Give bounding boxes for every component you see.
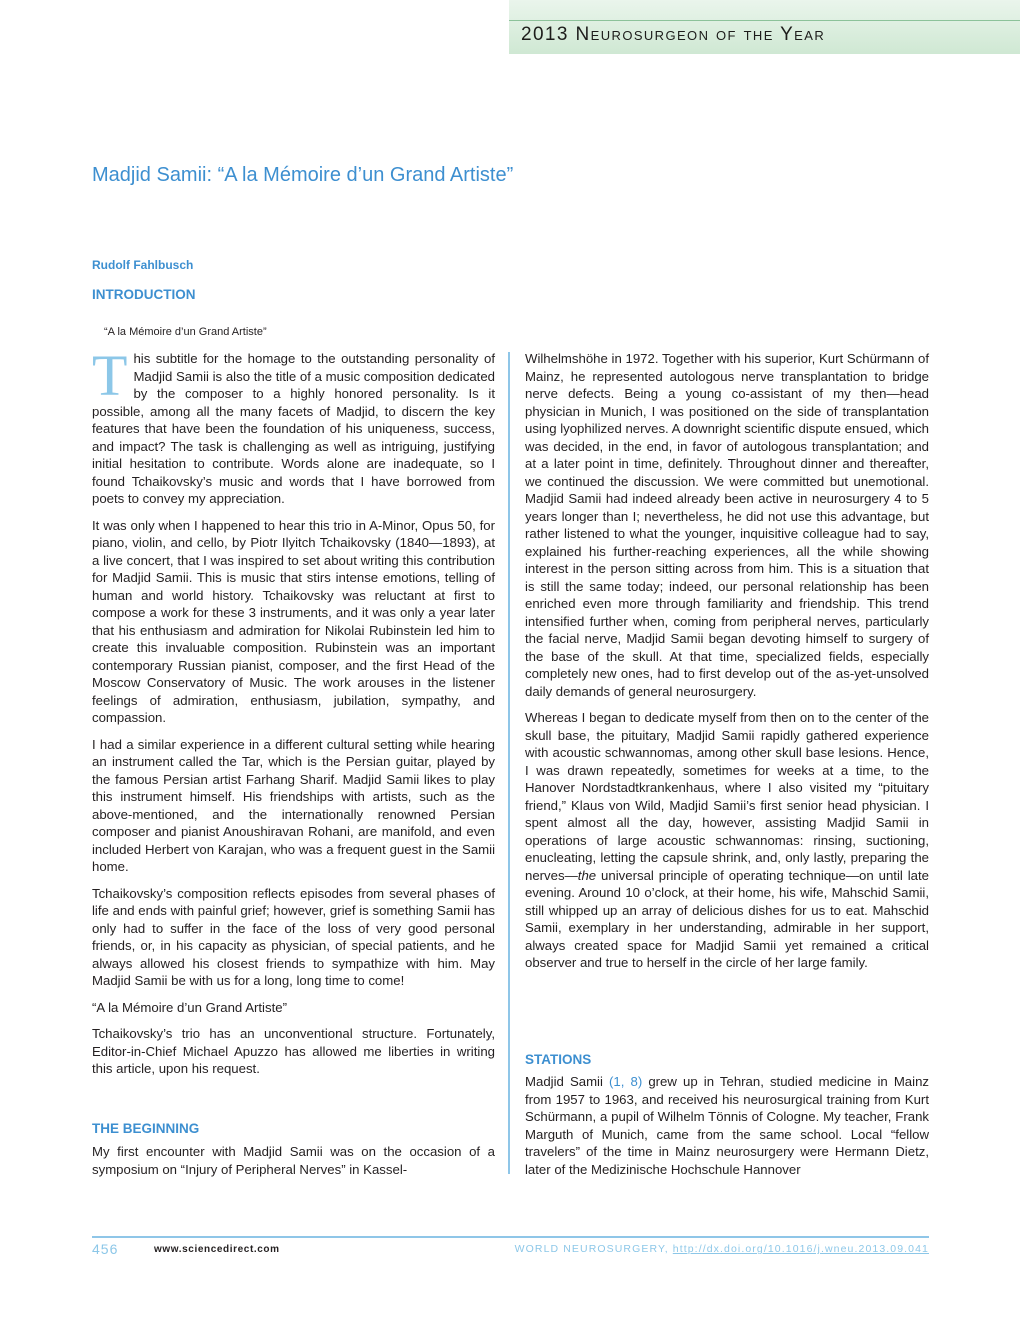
paragraph: Wilhelmshöhe in 1972. Together with his superior, Kurt Schürmann of Mainz, he represented autologous nerve transplantation to bridge nerve defects. Being a young co-assistant of my then—head physician in Munich, I was positioned on the side of transplantation using lyophilized nerves. A downright scientific dispute ensued, which was decided, in the end, in favor of autologous transplantation; and at a later point in time, definitely. Throughout dinner and thereafter, we continued the discussion. We were committed but unemotional. Madjid Samii had indeed already been active in neurosurgery 4 to 5 years longer than I; nevertheless, he did not use this advantage, but rather listened to what the younger, inquisitive colleague had to say, explained his further-reaching experiences, all the while showing interest in the person sitting across from him. This is a situation that is still the same today; indeed, our personal relationship has been enriched even more through familiarity and friendship. This trend intensified further when, coming from peripheral nerves, particularly the facial nerve, Madjid Samii began devoting himself to surgery of the base of the skull. At that time, specialized fields, especially completely new ones, had to first develop out of the as-yet-unsolved daily demands of general neurosurgery. [525,351,929,699]
left-column-beginning [92,1143,495,1187]
banner-rule [509,20,1020,21]
journal-citation: WORLD NEUROSURGERY, http://dx.doi.org/10.1016/j.wneu.2013.09.041 [514,1243,929,1255]
paragraph: Madjid Samii (1, 8) grew up in Tehran, studied medicine in Mainz from 1957 to 1963, and received his neurosurgical training from Kurt Schürmann, a pupil of Wilhelm Tönnis of Cologne. My teacher, Frank Marguth of Munich, came from the same school. Local “fellow travelers” of the time in Mainz neurosurgery were Hermann Dietz, later of the Medizinische Hochschule Hannover [525,1074,929,1177]
reference-link[interactable]: (1, 8) [609,1074,643,1089]
paragraph: Whereas I began to dedicate myself from then on to the center of the skull base, the pituitary, Madjid Samii rapidly gathered experience with acoustic schwannomas, among other skull base lesions. Hence, I was drawn repeatedly, sometimes for weeks at a time, to the Hanover Nordstadtkrankenhaus, where I also visited my “pituitary friend,” Klaus von Wild, Madjid Samii’s first senior head physician. I spent almost all the day, however, assisting Madjid Samii in operations of large acoustic schwannomas: rinsing, suctioning, enucleating, letting the capsule shrink, and, only lastly, preparing the nerves—the universal principle of operating technique—on until late evening. Around 10 o’clock, at their home, his wife, Mahschid Samii, still whipped up an array of delicious dishes for us to eat. Mahschid Samii, exemplary in her understanding, admirable in her support, always created space for Madjid Samii yet remained a critical observer and true to herself in the circle of her large family. [525,710,929,970]
paragraph: My first encounter with Madjid Samii was on the occasion of a symposium on “Injury of Peripheral Nerves” in Kassel- [92,1144,495,1177]
paragraph: I had a similar experience in a different cultural setting while hearing an instrument called the Tar, which is the Persian guitar, played by the famous Persian artist Farhang Sharif. Madjid Samii likes to play this instrument himself. His friendships with artists, such as the above-mentioned, and the internationally renowned Persian composer and pianist Anoushiravan Rohani, are manifold, and even included Herbert von Karajan, who was a frequent guest in the Samii home. [92,736,495,874]
drop-cap: T [92,343,128,408]
page-number: 456 [92,1241,119,1257]
right-column-stations [525,1073,929,1187]
paragraph: Tchaikovsky’s composition reflects episodes from several phases of life and ends with painful grief; however, grief is something Samii has only had to suffer in the face of the loss of very good personal friends, or, in his capacity as physician, of special patients, and he always allowed his closest friends to sympathize with him. May Madjid Samii be with us for a long, long time to come! [92,885,495,988]
banner-title: 2013 Neurosurgeon of the Year [521,24,826,45]
sciencedirect-link[interactable]: www.sciencedirect.com [154,1244,280,1255]
paragraph: “A la Mémoire d’un Grand Artiste” [92,999,287,1015]
paragraph: This subtitle for the homage to the outstanding personality of Madjid Samii is also the title of a music composition dedicated by the composer to a highly honored personality. Is it possible, among all the many facets of Madjid, to discern the key features that have been the foundation of his uniqueness, success, and impact? The task is challenging as well as intriguing, justifying initial hesitation to contribute. Words alone are inadequate, so I found Tchaikovsky’s music and words that I have borrowed from poets to convey my appreciation. [92,343,495,506]
section-heading-the-beginning: THE BEGINNING [92,1121,200,1136]
author-name: Rudolf Fahlbusch [92,258,194,272]
article-title: Madjid Samii: “A la Mémoire d’un Grand Artiste” [92,164,514,186]
left-column-intro [92,343,495,1087]
doi-link[interactable]: http://dx.doi.org/10.1016/j.wneu.2013.09.041 [672,1243,929,1255]
epigraph: “A la Mémoire d’un Grand Artiste” [104,326,267,338]
paragraph: Tchaikovsky’s trio has an unconventional structure. Fortunately, Editor-in-Chief Michael Apuzzo has allowed me liberties in writing this article, upon his request. [92,1026,495,1076]
section-heading-introduction: INTRODUCTION [92,287,196,302]
column-divider [508,352,510,1174]
footer-rule [92,1236,929,1238]
section-heading-stations: STATIONS [525,1052,592,1067]
right-column [525,350,929,981]
paragraph: It was only when I happened to hear this trio in A-Minor, Opus 50, for piano, violin, and cello, by Piotr Ilyitch Tchaikovsky (1840—1893), at a live concert, that I was inspired to set about writing this contribution for Madjid Samii. This is music that stirs intense emotions, telling of human and world history. Tchaikovsky was reluctant at first to compose a work for these 3 instruments, and it was only a year later that his enthusiasm and admiration for Nikolai Rubinstein led him to create this invaluable composition. Rubinstein was an important contemporary Russian pianist, composer, and the first Head of the Moscow Conservatory of Music. The work arouses in the listener feelings of admiration, enthusiasm, jubilation, sympathy, and compassion. [92,517,495,725]
